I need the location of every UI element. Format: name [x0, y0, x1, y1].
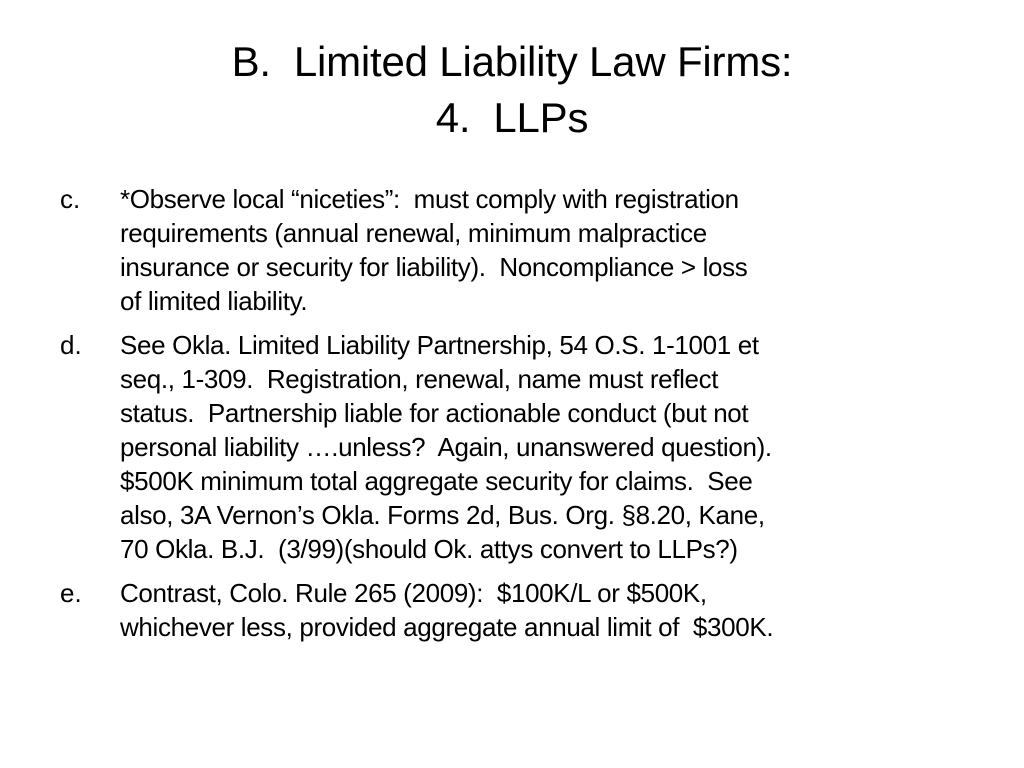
text-line: seq., 1-309. Registration, renewal, name must reflect: [120, 364, 719, 394]
text-line: of limited liability.: [120, 286, 308, 316]
text-line: *Observe local “niceties”: must comply with registration: [120, 184, 739, 214]
text-line: 70 Okla. B.J. (3/99)(should Ok. attys convert to LLPs?): [120, 534, 738, 564]
text-line: also, 3A Vernon’s Okla. Forms 2d, Bus. Org. §8.20, Kane,: [120, 500, 765, 530]
list-item-text: [120, 576, 960, 644]
list-item-text: [120, 328, 960, 566]
list-item-e: [60, 576, 960, 644]
list-marker: c.: [60, 184, 81, 214]
text-line: personal liability ….unless? Again, unanswered question).: [120, 432, 772, 462]
text-line: See Okla. Limited Liability Partnership, 54 O.S. 1-1001 et: [120, 330, 759, 360]
slide-title: [60, 34, 964, 146]
slide-title-line-1: B. Limited Liability Law Firms:: [231, 38, 793, 85]
text-line: requirements (annual renewal, minimum malpractice: [120, 218, 707, 248]
list-marker: e.: [60, 578, 82, 608]
list-marker: d.: [60, 330, 82, 360]
list-item-d: [60, 328, 960, 566]
text-line: status. Partnership liable for actionable conduct (but not: [120, 398, 749, 428]
bullet-list: [60, 182, 960, 654]
text-line: Contrast, Colo. Rule 265 (2009): $100K/L or $500K,: [120, 578, 707, 608]
text-line: insurance or security for liability). Noncompliance > loss: [120, 252, 748, 282]
text-line: $500K minimum total aggregate security for claims. See: [120, 466, 753, 496]
list-item-c: [60, 182, 960, 318]
list-item-text: [120, 182, 960, 318]
slide-title-line-2: 4. LLPs: [435, 94, 589, 141]
text-line: whichever less, provided aggregate annual limit of $300K.: [120, 612, 774, 642]
